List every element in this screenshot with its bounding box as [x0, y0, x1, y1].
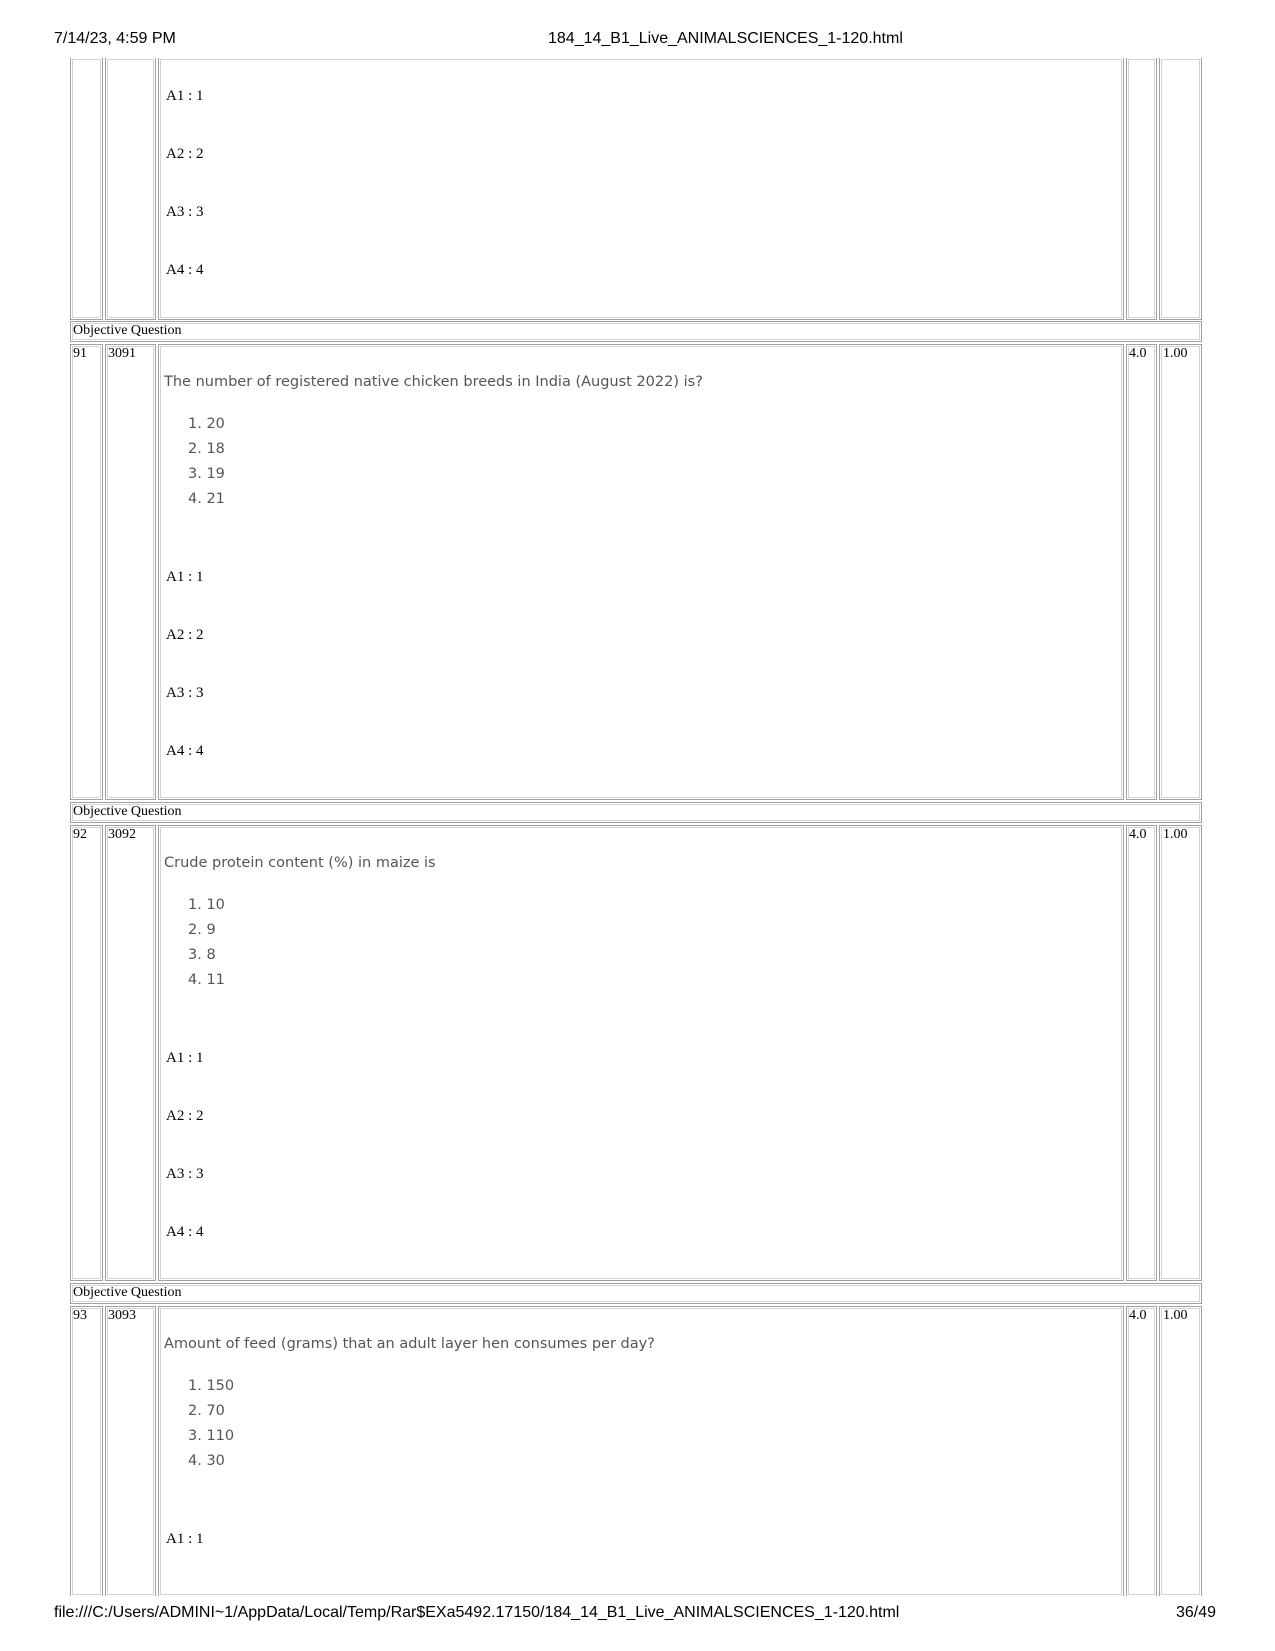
negative-marks-cell: [1159, 825, 1202, 1281]
option-item: 4. 21: [188, 491, 225, 507]
question-type-label: Objective Question: [73, 1285, 182, 1300]
option-item: 4. 30: [188, 1453, 225, 1469]
marks-cell: [1126, 58, 1157, 320]
answer-label: A3 : 3: [166, 204, 204, 220]
option-item: 1. 10: [188, 897, 225, 913]
question-text: Crude protein content (%) in maize is: [164, 855, 436, 871]
sno-cell: [70, 344, 103, 800]
question-marks: 4.0: [1129, 346, 1147, 361]
sno-cell: [70, 825, 103, 1281]
qid-cell: [105, 1306, 156, 1596]
answer-label: A1 : 1: [166, 1531, 204, 1547]
marks-cell: [1126, 344, 1157, 800]
answer-label: A4 : 4: [166, 1224, 204, 1240]
option-item: 3. 110: [188, 1428, 235, 1444]
option-item: 4. 11: [188, 972, 225, 988]
question-sno: 92: [73, 827, 87, 842]
answer-label: A2 : 2: [166, 1108, 204, 1124]
sno-cell: [70, 58, 103, 320]
option-item: 1. 150: [188, 1378, 235, 1394]
answer-label: A2 : 2: [166, 627, 204, 643]
question-cell: [158, 825, 1124, 1281]
question-sno: 93: [73, 1308, 87, 1323]
answer-label: A2 : 2: [166, 146, 204, 162]
question-cell: [158, 344, 1124, 800]
question-id: 3093: [108, 1308, 136, 1323]
answer-label: A1 : 1: [166, 569, 204, 585]
question-negative-marks: 1.00: [1163, 827, 1188, 842]
marks-cell: [1126, 1306, 1157, 1596]
print-page-number: 36/49: [1176, 1604, 1217, 1621]
question-marks: 4.0: [1129, 1308, 1147, 1323]
option-item: 2. 18: [188, 441, 225, 457]
question-type-row: [70, 1283, 1202, 1304]
sno-cell: [70, 1306, 103, 1596]
option-item: 3. 19: [188, 466, 225, 482]
question-text: The number of registered native chicken breeds in India (August 2022) is?: [164, 374, 703, 390]
option-item: 3. 8: [188, 947, 216, 963]
answer-label: A3 : 3: [166, 1166, 204, 1182]
print-page-title: 184_14_B1_Live_ANIMALSCIENCES_1-120.html: [548, 30, 903, 47]
answer-label: A3 : 3: [166, 685, 204, 701]
option-item: 2. 9: [188, 922, 216, 938]
question-negative-marks: 1.00: [1163, 346, 1188, 361]
question-marks: 4.0: [1129, 827, 1147, 842]
question-cell: [158, 58, 1124, 320]
question-type-label: Objective Question: [73, 323, 182, 338]
negative-marks-cell: [1159, 58, 1202, 320]
negative-marks-cell: [1159, 344, 1202, 800]
marks-cell: [1126, 825, 1157, 1281]
print-file-url: file:///C:/Users/ADMINI~1/AppData/Local/Temp/Rar$EXa5492.17150/184_14_B1_Live_ANIMALSCIENCES_1-120.html: [54, 1604, 900, 1621]
question-negative-marks: 1.00: [1163, 1308, 1188, 1323]
qid-cell: [105, 825, 156, 1281]
question-type-row: [70, 321, 1202, 342]
question-id: 3091: [108, 346, 136, 361]
qid-cell: [105, 344, 156, 800]
option-item: 2. 70: [188, 1403, 225, 1419]
qid-cell: [105, 58, 156, 320]
print-datetime: 7/14/23, 4:59 PM: [54, 30, 176, 47]
question-type-row: [70, 802, 1202, 823]
answer-label: A4 : 4: [166, 262, 204, 278]
answer-label: A1 : 1: [166, 1050, 204, 1066]
negative-marks-cell: [1159, 1306, 1202, 1596]
option-item: 1. 20: [188, 416, 225, 432]
answer-label: A1 : 1: [166, 88, 204, 104]
question-id: 3092: [108, 827, 136, 842]
question-text: Amount of feed (grams) that an adult layer hen consumes per day?: [164, 1336, 655, 1352]
question-type-label: Objective Question: [73, 804, 182, 819]
question-sno: 91: [73, 346, 87, 361]
answer-label: A4 : 4: [166, 743, 204, 759]
